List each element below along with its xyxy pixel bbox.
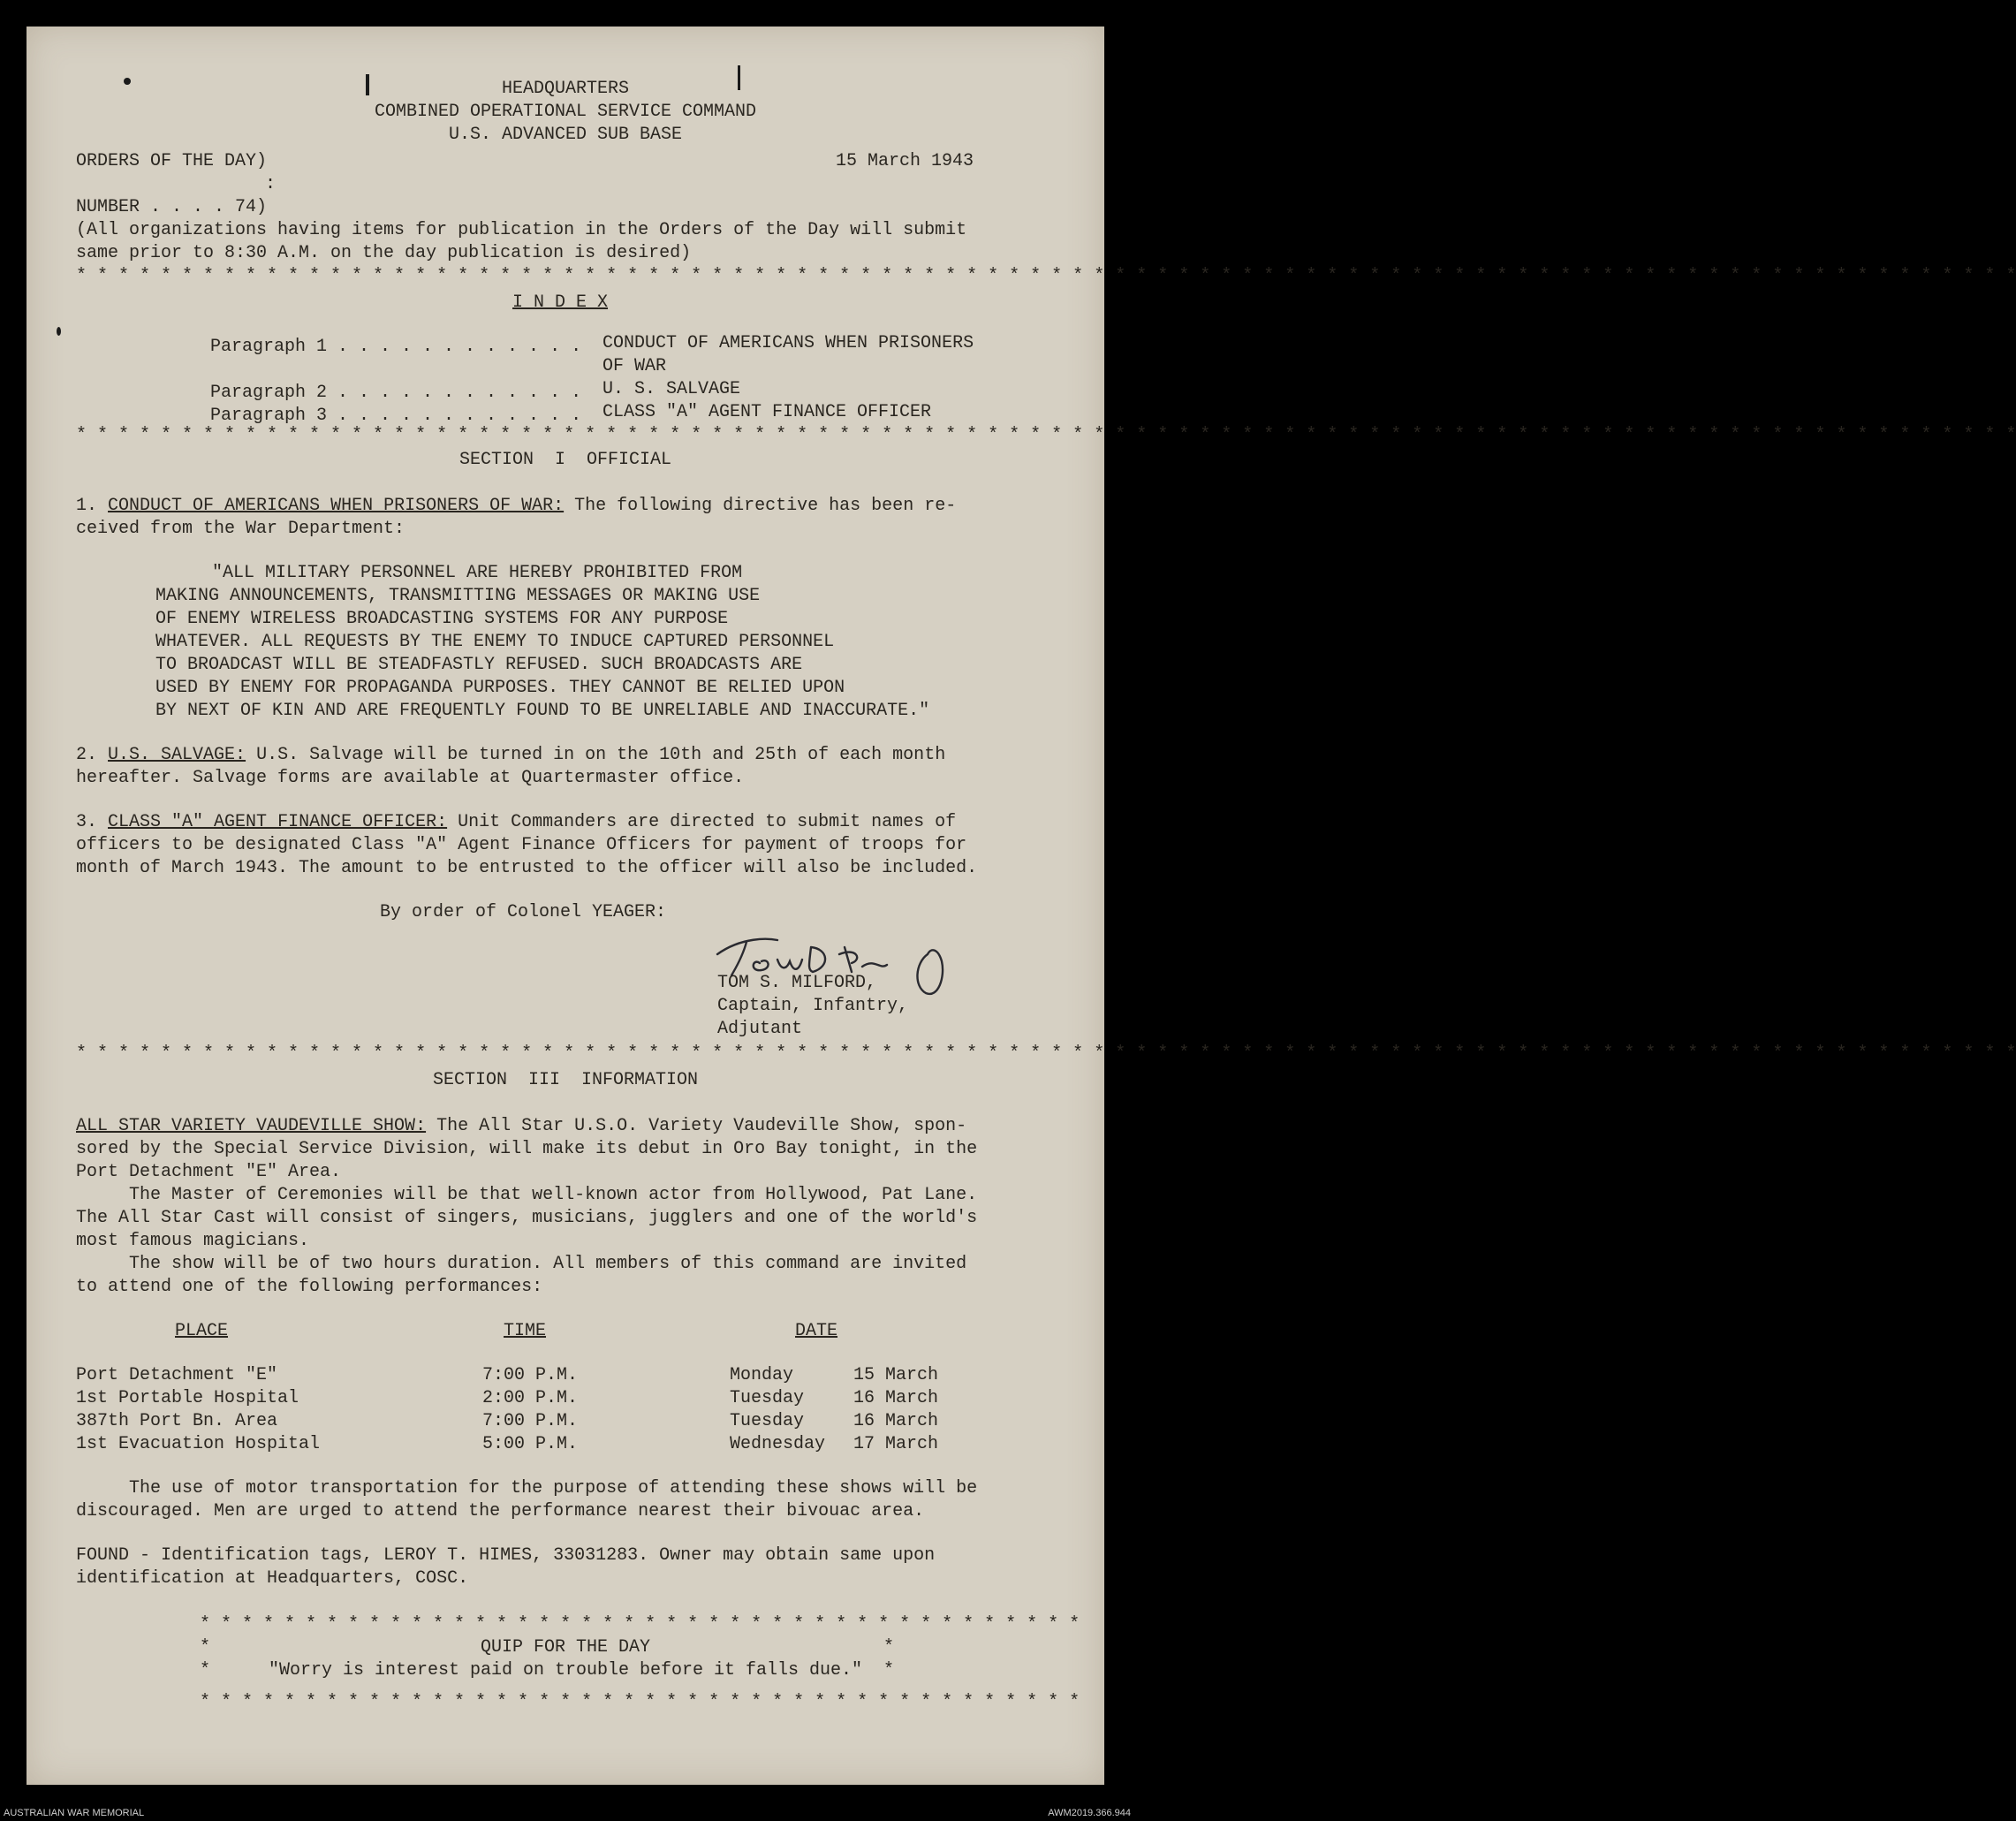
- show-heading: ALL STAR VARIETY VAUDEVILLE SHOW:: [76, 1116, 427, 1136]
- transport-line-1: The use of motor transportation for the purpose of attending these shows will be: [76, 1478, 978, 1499]
- index-p2-text: U. S. SALVAGE: [603, 379, 741, 399]
- table-row-2-date: 16 March: [853, 1388, 939, 1408]
- header-line-3: U.S. ADVANCED SUB BASE: [448, 125, 683, 145]
- section-1-title: SECTION I OFFICIAL: [459, 450, 672, 470]
- para-3-text: Unit Commanders are directed to submit names of: [447, 812, 957, 832]
- show-line-4: The Master of Ceremonies will be that well-known actor from Hollywood, Pat Lane.: [76, 1185, 978, 1205]
- table-row-1-time: 7:00 P.M.: [482, 1365, 579, 1385]
- para-1-heading: CONDUCT OF AMERICANS WHEN PRISONERS OF WAR:: [108, 496, 565, 516]
- index-p3-text: CLASS "A" AGENT FINANCE OFFICER: [603, 402, 932, 422]
- quip-text: "Worry is interest paid on trouble before it falls due.": [268, 1660, 863, 1681]
- show-line-7: The show will be of two hours duration. All members of this command are invited: [76, 1254, 967, 1274]
- show-line-3: Port Detachment "E" Area.: [76, 1162, 342, 1182]
- footer-right: AWM2019.366.944: [1048, 1808, 1131, 1818]
- index-p1-label: Paragraph 1 . . . . . . . . . . . .: [210, 337, 582, 357]
- show-line-1: [76, 1115, 966, 1138]
- by-order: By order of Colonel YEAGER:: [380, 902, 667, 922]
- table-row-3-day: Tuesday: [730, 1411, 805, 1431]
- para-3-number: 3.: [76, 812, 98, 832]
- quip-border-left: *: [200, 1637, 211, 1658]
- orders-number: NUMBER . . . . 74): [76, 197, 268, 217]
- index-p1-text-2: OF WAR: [603, 356, 667, 376]
- orders-note-1: (All organizations having items for publication in the Orders of the Day will submit: [76, 220, 967, 240]
- table-row-4-day: Wednesday: [730, 1434, 826, 1454]
- table-row-1-place: Port Detachment "E": [76, 1365, 278, 1385]
- quip-border-right: *: [883, 1637, 895, 1658]
- table-row-2-place: 1st Portable Hospital: [76, 1388, 299, 1408]
- orders-label: ORDERS OF THE DAY): [76, 151, 268, 171]
- table-row-3-time: 7:00 P.M.: [482, 1411, 579, 1431]
- orders-colon: :: [265, 174, 277, 194]
- show-text: The All Star U.S.O. Variety Vaudeville Show, spon-: [426, 1116, 967, 1136]
- table-row-4-date: 17 March: [853, 1434, 939, 1454]
- signature-name: TOM S. MILFORD,: [717, 973, 877, 993]
- table-row-1-day: Monday: [730, 1365, 794, 1385]
- table-row-1-date: 15 March: [853, 1365, 939, 1385]
- transport-line-2: discouraged. Men are urged to attend the performance nearest their bivouac area.: [76, 1501, 925, 1521]
- quote-line-4: WHATEVER. ALL REQUESTS BY THE ENEMY TO INDUCE CAPTURED PERSONNEL: [155, 632, 835, 652]
- signature-rank: Captain, Infantry,: [717, 996, 909, 1016]
- quip-border-top: * * * * * * * * * * * * * * * * * * * * * * * * * * * * * * * * * * * * * * * * * *: [200, 1614, 1080, 1635]
- footer-left: AUSTRALIAN WAR MEMORIAL: [4, 1808, 145, 1818]
- para-2-number: 2.: [76, 745, 98, 765]
- para-1-line-2: ceived from the War Department:: [76, 519, 405, 539]
- star-divider: * * * * * * * * * * * * * * * * * * * * * * * * * * * * * * * * * * * * * * * * * * * * * * * * * * * * * * * * * * * * * * * * * * * * * * * * * * * * * * * * * * * * * * * * * * * *: [76, 266, 2016, 286]
- table-header-time: TIME: [504, 1321, 547, 1341]
- index-title: I N D E X: [512, 292, 609, 313]
- quip-title: QUIP FOR THE DAY: [480, 1637, 651, 1658]
- quote-line-1: "ALL MILITARY PERSONNEL ARE HEREBY PROHIBITED FROM: [212, 563, 743, 583]
- star-divider: * * * * * * * * * * * * * * * * * * * * * * * * * * * * * * * * * * * * * * * * * * * * * * * * * * * * * * * * * * * * * * * * * * * * * * * * * * * * * * * * * * * * * * * * * * * *: [76, 1043, 2016, 1064]
- para-1-text: The following directive has been re-: [564, 496, 957, 516]
- quote-line-2: MAKING ANNOUNCEMENTS, TRANSMITTING MESSAGES OR MAKING USE: [155, 586, 761, 606]
- found-line-2: identification at Headquarters, COSC.: [76, 1568, 469, 1589]
- quip-border-left: *: [200, 1660, 211, 1681]
- ink-mark: [57, 327, 61, 336]
- para-2-heading: U.S. SALVAGE:: [108, 745, 246, 765]
- index-p2-label: Paragraph 2 . . . . . . . . . . . .: [210, 383, 582, 403]
- table-row-4-place: 1st Evacuation Hospital: [76, 1434, 321, 1454]
- found-line-1: FOUND - Identification tags, LEROY T. HIMES, 33031283. Owner may obtain same upon: [76, 1545, 936, 1566]
- show-line-5: The All Star Cast will consist of singers, musicians, jugglers and one of the world's: [76, 1208, 978, 1228]
- orders-date: 15 March 1943: [836, 151, 974, 171]
- quote-line-5: TO BROADCAST WILL BE STEADFASTLY REFUSED. SUCH BROADCASTS ARE: [155, 655, 803, 675]
- section-3-title: SECTION III INFORMATION: [432, 1070, 699, 1090]
- para-3-line-2: officers to be designated Class "A" Agent Finance Officers for payment of troops for: [76, 835, 967, 855]
- quip-border-right: *: [883, 1660, 895, 1681]
- index-p3-label: Paragraph 3 . . . . . . . . . . . .: [210, 406, 582, 426]
- quote-line-7: BY NEXT OF KIN AND ARE FREQUENTLY FOUND TO BE UNRELIABLE AND INACCURATE.": [155, 701, 930, 721]
- table-row-2-day: Tuesday: [730, 1388, 805, 1408]
- para-3-line-3: month of March 1943. The amount to be entrusted to the officer will also be included.: [76, 858, 978, 878]
- table-row-2-time: 2:00 P.M.: [482, 1388, 579, 1408]
- table-row-4-time: 5:00 P.M.: [482, 1434, 579, 1454]
- quote-line-3: OF ENEMY WIRELESS BROADCASTING SYSTEMS FOR ANY PURPOSE: [155, 609, 729, 629]
- table-header-date: DATE: [795, 1321, 838, 1341]
- para-2-line-2: hereafter. Salvage forms are available at Quartermaster office.: [76, 768, 745, 788]
- table-header-place: PLACE: [175, 1321, 229, 1341]
- star-divider: * * * * * * * * * * * * * * * * * * * * * * * * * * * * * * * * * * * * * * * * * * * * * * * * * * * * * * * * * * * * * * * * * * * * * * * * * * * * * * * * * * * * * * * * * * * *: [76, 425, 2016, 445]
- table-row-3-date: 16 March: [853, 1411, 939, 1431]
- show-line-8: to attend one of the following performances:: [76, 1277, 543, 1297]
- para-2-text: U.S. Salvage will be turned in on the 10th and 25th of each month: [246, 745, 946, 765]
- header-line-1: HEADQUARTERS: [501, 79, 630, 99]
- para-2-line-1: [76, 744, 945, 767]
- para-3-line-1: [76, 811, 956, 834]
- orders-note-2: same prior to 8:30 A.M. on the day publication is desired): [76, 243, 692, 263]
- header-line-2: COMBINED OPERATIONAL SERVICE COMMAND: [374, 102, 757, 122]
- show-line-6: most famous magicians.: [76, 1231, 310, 1251]
- document-page: [27, 27, 2016, 1785]
- table-row-3-place: 387th Port Bn. Area: [76, 1411, 278, 1431]
- index-p1-text: CONDUCT OF AMERICANS WHEN PRISONERS: [603, 333, 974, 353]
- para-3-heading: CLASS "A" AGENT FINANCE OFFICER:: [108, 812, 448, 832]
- quip-border-bottom: * * * * * * * * * * * * * * * * * * * * * * * * * * * * * * * * * * * * * * * * * *: [200, 1692, 1080, 1712]
- para-1-line-1: [76, 495, 956, 518]
- quote-line-6: USED BY ENEMY FOR PROPAGANDA PURPOSES. THEY CANNOT BE RELIED UPON: [155, 678, 845, 698]
- para-1-number: 1.: [76, 496, 98, 516]
- show-line-2: sored by the Special Service Division, will make its debut in Oro Bay tonight, in the: [76, 1139, 978, 1159]
- signature-role: Adjutant: [717, 1019, 803, 1039]
